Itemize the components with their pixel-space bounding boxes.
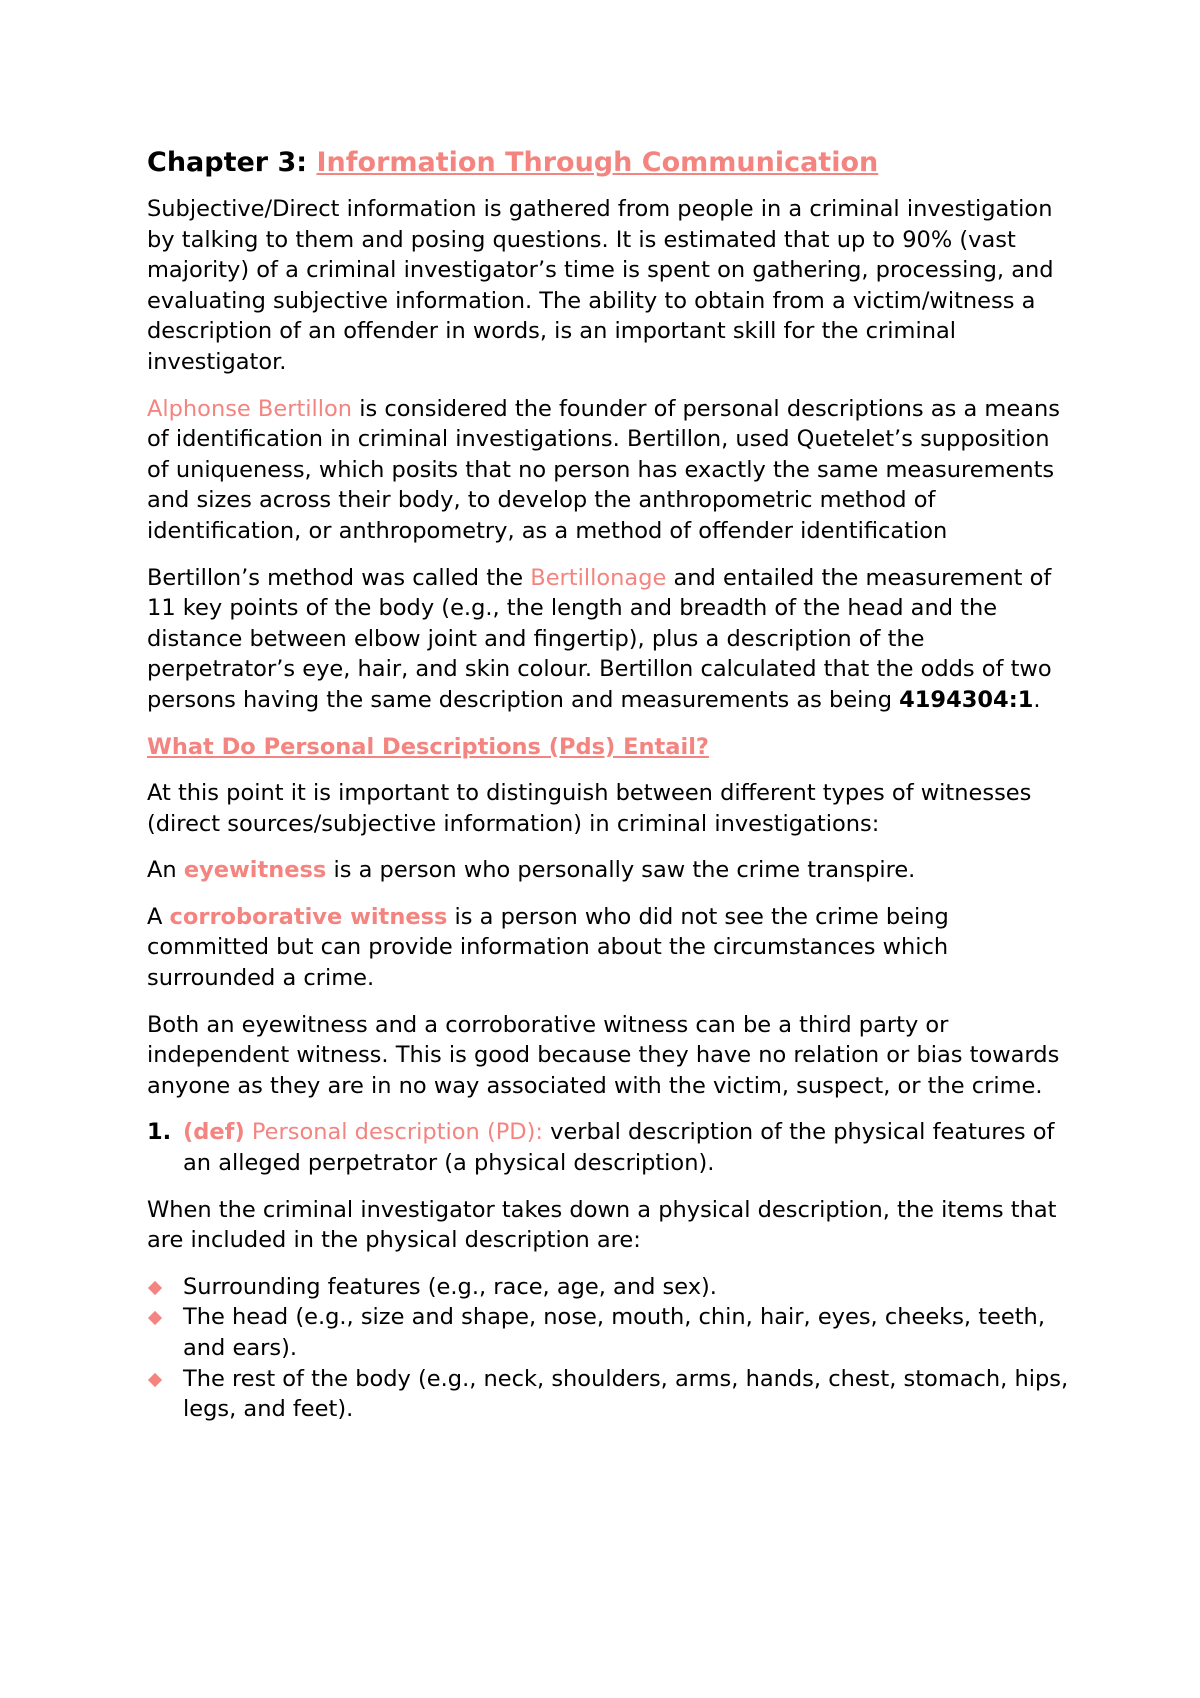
definition-number: 1. (147, 1119, 172, 1146)
diamond-bullet-icon (147, 1302, 183, 1363)
eyewitness-paragraph (147, 855, 1077, 886)
description-items-list (147, 1272, 1077, 1425)
bertillonage-paragraph (147, 563, 1077, 716)
definition-tag: (def) (183, 1119, 245, 1146)
bertillonage-after: and entailed the measurement of 11 key points of the body (e.g., the length and breadth of the head and the distance between elbow joint and fingertip), plus a description of the perpetrator’s eye, hair, and skin colour. Bertillon calculated that the odds of two persons having the same description and measurements as being (147, 564, 1052, 713)
definition-term: Personal description (PD): (244, 1119, 543, 1146)
intro-paragraph: Subjective/Direct information is gathered from people in a criminal investigation by talking to them and posing questions. It is estimated that up to 90% (vast majority) of a criminal investigator’s time is spent on gathering, processing, and evaluating subjective information. The ability to obtain from a victim/witness a description of an offender in words, is an important skill for the criminal investigator. (147, 196, 1054, 375)
chapter-title (147, 146, 1077, 180)
list-item (147, 1272, 1077, 1303)
definition-text: verbal description of the physical features of an alleged perpetrator (a physical description). (183, 1119, 1055, 1177)
bertillonage-before: Bertillon’s method was called the (147, 564, 531, 591)
definition-text-block (183, 1117, 1077, 1178)
list-item-text: Surrounding features (e.g., race, age, and sex). (183, 1273, 717, 1300)
section-subheading[interactable]: What Do Personal Descriptions (Pds) Entail? (147, 733, 709, 760)
third-party-paragraph: Both an eyewitness and a corroborative witness can be a third party or independent witness. This is good because they have no relation or bias towards anyone as they are in no way associated with the victim, suspect, or the crime. (147, 1011, 1060, 1099)
list-item-text: The head (e.g., size and shape, nose, mouth, chin, hair, eyes, cheeks, teeth, and ears). (183, 1304, 1045, 1361)
eyewitness-term: eyewitness (183, 857, 327, 884)
witness-intro-paragraph: At this point it is important to distinguish between different types of witnesses (direct sources/subjective information) in criminal investigations: (147, 780, 1032, 837)
definition-item (147, 1117, 1077, 1178)
bertillonage-end: . (1033, 686, 1041, 713)
list-item (147, 1364, 1077, 1425)
corroborative-paragraph (147, 902, 1077, 994)
items-intro-paragraph: When the criminal investigator takes down a physical description, the items that are included in the physical description are: (147, 1196, 1057, 1254)
corroborative-after: is a person who did not see the crime being committed but can provide information about the circumstances which surrounded a crime. (147, 903, 949, 992)
eyewitness-after: is a person who personally saw the crime transpire. (326, 857, 916, 884)
list-item-text: The rest of the body (e.g., neck, shoulders, arms, hands, chest, stomach, hips, legs, and feet). (183, 1365, 1069, 1423)
chapter-label: Chapter 3: (147, 147, 308, 178)
corroborative-term: corroborative witness (169, 903, 448, 930)
chapter-title-link[interactable]: Information Through Communication (316, 147, 879, 178)
document-page (147, 146, 1077, 1425)
eyewitness-before: An (147, 857, 184, 884)
bertillon-paragraph (147, 394, 1077, 547)
list-item (147, 1302, 1077, 1363)
bertillonage-term: Bertillonage (530, 564, 667, 591)
diamond-bullet-icon (147, 1364, 183, 1425)
diamond-bullet-icon (147, 1272, 183, 1303)
bertillon-name: Alphonse Bertillon (147, 395, 353, 422)
bertillon-text: is considered the founder of personal descriptions as a means of identification in criminal investigations. Bertillon, used Quetelet’s supposition of uniqueness, which posits that no person has exactly the same measurements and sizes across their body, to develop the anthropometric method of identification, or anthropometry, as a method of offender identification (147, 395, 1060, 544)
bertillonage-odds: 4194304:1 (899, 686, 1034, 713)
corroborative-before: A (147, 903, 170, 930)
